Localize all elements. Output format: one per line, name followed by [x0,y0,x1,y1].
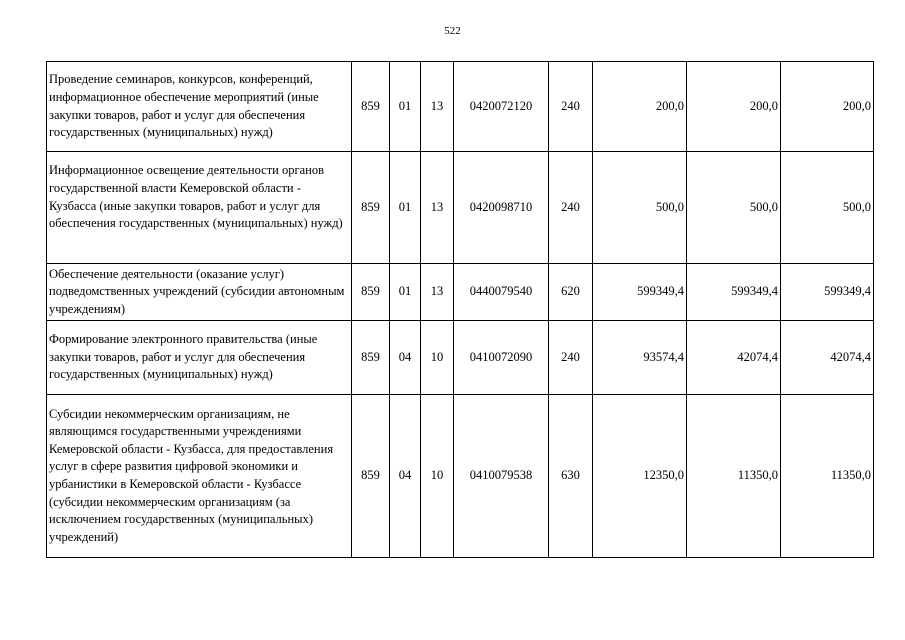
table-row [47,321,874,395]
target-code-cell: 0420072120 [454,62,549,152]
table-row [47,152,874,264]
page-number: 522 [444,25,461,37]
expense-name-cell: Формирование электронного правительства (иные закупки товаров, работ и услуг для обеспечения государственных (муниципальных) нужд) [47,321,352,395]
amount-2-cell: 200,0 [687,62,781,152]
budget-table [46,61,874,558]
section-code-cell: 01 [390,152,421,264]
amount-3-cell: 500,0 [781,152,874,264]
ministry-code-cell: 859 [352,152,390,264]
amount-2-cell: 11350,0 [687,395,781,558]
subsection-code-cell: 10 [421,321,454,395]
expense-name-cell: Субсидии некоммерческим организациям, не являющимся государственными учреждениями Кемеровской области - Кузбасса, для предоставления услуг в сфере развития цифровой экономики и урбанистики в Кемеровской области - Кузбассе (субсидии некоммерческим организациям (за исключением государственных (муниципальных) учреждений) [47,395,352,558]
amount-3-cell: 200,0 [781,62,874,152]
subsection-code-cell: 13 [421,62,454,152]
amount-3-cell: 11350,0 [781,395,874,558]
ministry-code-cell: 859 [352,264,390,321]
amount-1-cell: 599349,4 [593,264,687,321]
subsection-code-cell: 10 [421,395,454,558]
amount-3-cell: 42074,4 [781,321,874,395]
target-code-cell: 0410079538 [454,395,549,558]
target-code-cell: 0420098710 [454,152,549,264]
table-row [47,395,874,558]
expense-name-cell: Проведение семинаров, конкурсов, конференций, информационное обеспечение мероприятий (иные закупки товаров, работ и услуг для обеспечения государственных (муниципальных) нужд) [47,62,352,152]
expense-type-cell: 240 [549,321,593,395]
section-code-cell: 04 [390,395,421,558]
table-row [47,264,874,321]
amount-1-cell: 93574,4 [593,321,687,395]
subsection-code-cell: 13 [421,264,454,321]
amount-2-cell: 599349,4 [687,264,781,321]
expense-name-cell: Информационное освещение деятельности органов государственной власти Кемеровской области - Кузбасса (иные закупки товаров, работ и услуг для обеспечения государственных (муниципальных) нужд) [47,152,352,264]
expense-type-cell: 620 [549,264,593,321]
amount-1-cell: 500,0 [593,152,687,264]
amount-1-cell: 12350,0 [593,395,687,558]
ministry-code-cell: 859 [352,321,390,395]
expense-name-cell: Обеспечение деятельности (оказание услуг) подведомственных учреждений (субсидии автономным учреждениям) [47,264,352,321]
amount-2-cell: 42074,4 [687,321,781,395]
amount-3-cell: 599349,4 [781,264,874,321]
ministry-code-cell: 859 [352,62,390,152]
section-code-cell: 01 [390,62,421,152]
section-code-cell: 04 [390,321,421,395]
amount-1-cell: 200,0 [593,62,687,152]
ministry-code-cell: 859 [352,395,390,558]
expense-type-cell: 240 [549,62,593,152]
expense-type-cell: 240 [549,152,593,264]
target-code-cell: 0440079540 [454,264,549,321]
expense-type-cell: 630 [549,395,593,558]
amount-2-cell: 500,0 [687,152,781,264]
section-code-cell: 01 [390,264,421,321]
subsection-code-cell: 13 [421,152,454,264]
table-row [47,62,874,152]
target-code-cell: 0410072090 [454,321,549,395]
